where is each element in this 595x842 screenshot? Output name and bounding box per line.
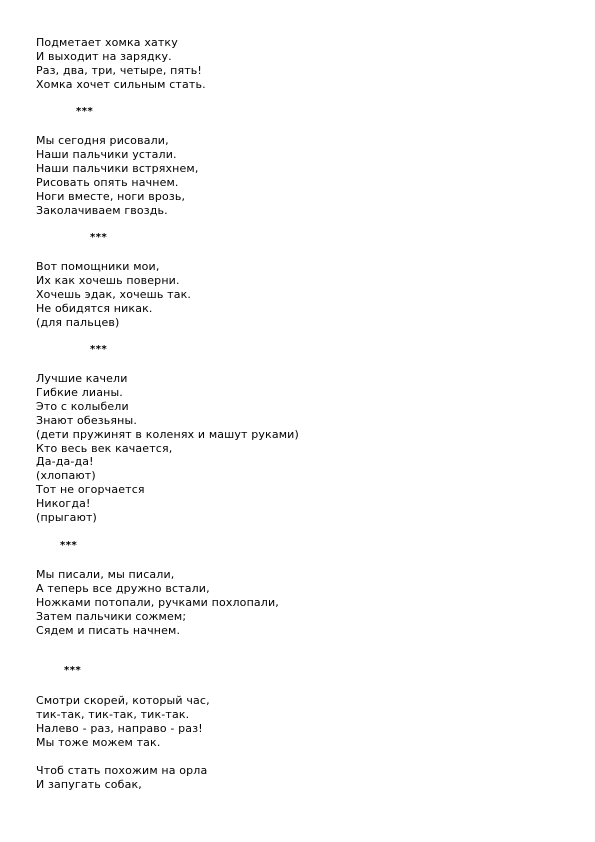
poem-line: Ноги вместе, ноги врозь, xyxy=(36,189,186,203)
poem-line: И запугать собак, xyxy=(36,777,142,791)
poem-line: Хочешь эдак, хочешь так. xyxy=(36,287,192,301)
stanza-4 xyxy=(36,372,299,525)
poem-line: Смотри скорей, который час, xyxy=(36,694,210,707)
stanza-6 xyxy=(36,694,210,750)
stanza-separator: *** xyxy=(64,665,82,676)
poem-line: (для пальцев) xyxy=(36,315,120,329)
poem-line: Чтоб стать похожим на орла xyxy=(36,764,208,777)
poem-line: Налево - раз, направо - раз! xyxy=(36,721,203,735)
poem-line: Хомка хочет сильным стать. xyxy=(36,77,206,91)
poem-line: Мы писали, мы писали, xyxy=(36,568,175,581)
stanza-2 xyxy=(36,134,199,217)
stanza-7 xyxy=(36,764,207,792)
poem-line: Гибкие лианы. xyxy=(36,385,123,399)
poem-line: (хлопают) xyxy=(36,469,96,483)
poem-line: Да-да-да! xyxy=(36,455,94,469)
stanza-separator: *** xyxy=(60,540,78,551)
poem-line: Наши пальчики устали. xyxy=(36,147,177,161)
poem-line: Сядем и писать начнем. xyxy=(36,623,181,637)
poem-line: Не обидятся никак. xyxy=(36,301,153,315)
poem-line: И выходит на зарядку. xyxy=(36,49,172,63)
poem-line: Никогда! xyxy=(36,497,91,511)
poem-line: (прыгают) xyxy=(36,511,97,525)
stanza-1 xyxy=(36,36,206,92)
poem-line: (дети пружинят в коленях и машут руками) xyxy=(36,427,299,441)
poem-line: тик-так, тик-так, тик-так. xyxy=(36,707,190,721)
poem-line: Лучшие качели xyxy=(36,372,128,385)
poem-line: Знают обезьяны. xyxy=(36,413,138,427)
stanza-3 xyxy=(36,260,191,330)
stanza-separator: *** xyxy=(90,344,108,355)
stanza-separator: *** xyxy=(76,106,94,117)
poem-line: Вот помощники мои, xyxy=(36,260,160,273)
poem-line: Заколачиваем гвоздь. xyxy=(36,203,168,217)
poem-line: Тот не огорчается xyxy=(36,483,145,497)
poem-line: Мы сегодня рисовали, xyxy=(36,134,169,147)
poem-line: Наши пальчики встряхнем, xyxy=(36,161,199,175)
poem-line: Это с колыбели xyxy=(36,399,129,413)
poem-line: Подметает хомка хатку xyxy=(36,36,178,49)
poem-line: Кто весь век качается, xyxy=(36,441,173,455)
stanza-separator: *** xyxy=(90,232,108,243)
poem-line: Раз, два, три, четыре, пять! xyxy=(36,63,202,77)
poem-line: Затем пальчики сожмем; xyxy=(36,609,187,623)
poem-line: Рисовать опять начнем. xyxy=(36,175,179,189)
poem-line: Мы тоже можем так. xyxy=(36,735,161,749)
stanza-5 xyxy=(36,568,279,638)
poem-line: Ножками потопали, ручками похлопали, xyxy=(36,595,279,609)
poem-line: Их как хочешь поверни. xyxy=(36,273,180,287)
poem-line: А теперь все дружно встали, xyxy=(36,581,210,595)
